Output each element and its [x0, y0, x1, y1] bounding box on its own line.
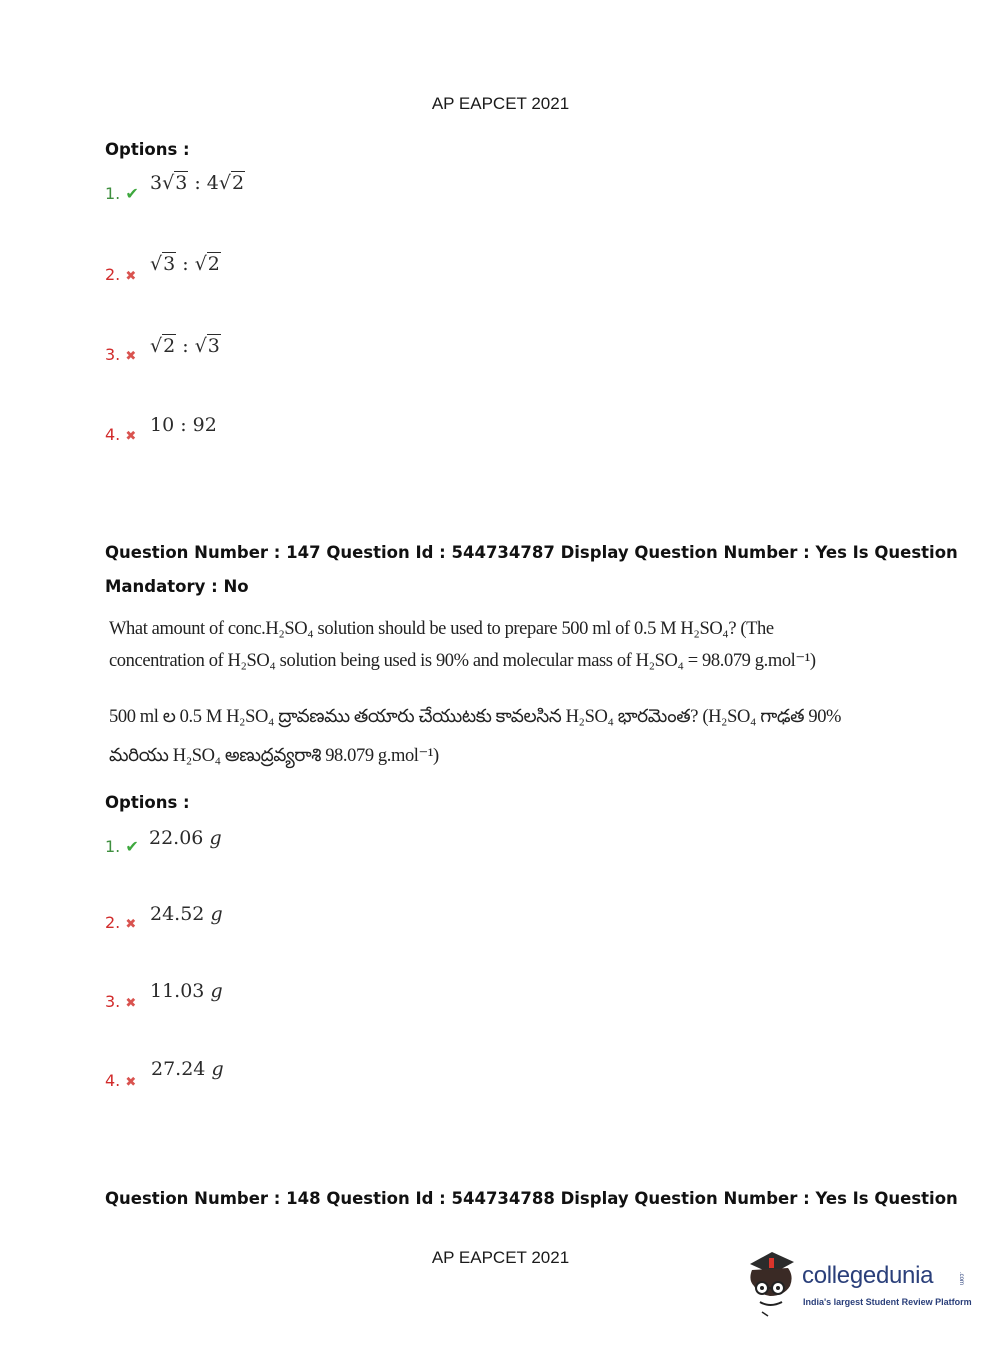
cross-icon: ✖: [125, 429, 137, 444]
options-label: Options :: [105, 140, 190, 159]
option-3-value: √2 : √3: [150, 335, 220, 357]
option-1: [105, 184, 139, 203]
option-2-value: [150, 903, 223, 925]
option-3: [105, 345, 136, 364]
option-number: 1.: [105, 837, 121, 856]
page-footer: AP EAPCET 2021: [431, 1248, 570, 1267]
cross-icon: ✖: [125, 1075, 137, 1090]
option-unit: g: [209, 827, 222, 849]
check-icon: ✔: [125, 837, 139, 856]
logo-name: collegedunia: [802, 1262, 934, 1289]
logo-suffix: .com: [958, 1272, 964, 1286]
option-amount: 24.52: [150, 903, 205, 925]
option-1: [105, 837, 139, 856]
option-number: 1.: [105, 184, 121, 203]
option-amount: 11.03: [150, 980, 205, 1002]
option-3: [105, 992, 136, 1011]
option-2: [105, 265, 136, 284]
question-text-telugu-line2: మరియు H₂SO₄ అణుద్రవ్యరాశి 98.079 g.mol⁻¹): [109, 746, 439, 766]
option-number: 2.: [105, 913, 121, 932]
collegedunia-mascot-icon: [742, 1250, 802, 1318]
question-text-english-line1: What amount of conc.H₂SO₄ solution should be used to prepare 500 ml of 0.5 M H₂SO₄? (The: [109, 619, 774, 639]
option-number: 4.: [105, 1071, 121, 1090]
option-unit: g: [211, 1058, 224, 1080]
question-meta: Question Number : 147 Question Id : 544734787 Display Question Number : Yes Is Question: [105, 543, 958, 562]
question-mandatory: Mandatory : No: [105, 577, 249, 596]
option-4-value: [151, 1058, 224, 1080]
option-number: 2.: [105, 265, 121, 284]
option-4: [105, 425, 136, 444]
check-icon: ✔: [125, 184, 139, 203]
option-2-value: √3 : √2: [150, 253, 220, 275]
option-1-value: [149, 827, 222, 849]
option-1-value: 3√3 : 4√2: [150, 172, 245, 194]
option-amount: 22.06: [149, 827, 204, 849]
cross-icon: ✖: [125, 917, 137, 932]
option-2: [105, 913, 136, 932]
cross-icon: ✖: [125, 996, 137, 1011]
cross-icon: ✖: [125, 349, 137, 364]
option-number: 4.: [105, 425, 121, 444]
option-unit: g: [210, 980, 223, 1002]
question-text-telugu-line1: 500 ml ల 0.5 M H₂SO₄ ద్రావణము తయారు చేయుటకు కావలసిన H₂SO₄ భారమెంత? (H₂SO₄ గాఢత 90%: [109, 707, 842, 727]
logo-tagline: India's largest Student Review Platform: [803, 1297, 972, 1307]
question-text-english-line2: concentration of H₂SO₄ solution being used is 90% and molecular mass of H₂SO₄ = 98.079 g.mol⁻¹): [109, 651, 816, 671]
option-unit: g: [210, 903, 223, 925]
question-meta: Question Number : 148 Question Id : 544734788 Display Question Number : Yes Is Question: [105, 1189, 958, 1208]
option-4-value: 10 : 92: [150, 414, 217, 436]
cross-icon: ✖: [125, 269, 137, 284]
option-number: 3.: [105, 992, 121, 1011]
option-4: [105, 1071, 136, 1090]
option-number: 3.: [105, 345, 121, 364]
page-header: AP EAPCET 2021: [431, 94, 570, 113]
option-amount: 27.24: [151, 1058, 206, 1080]
option-3-value: [150, 980, 223, 1002]
options-label: Options :: [105, 793, 190, 812]
